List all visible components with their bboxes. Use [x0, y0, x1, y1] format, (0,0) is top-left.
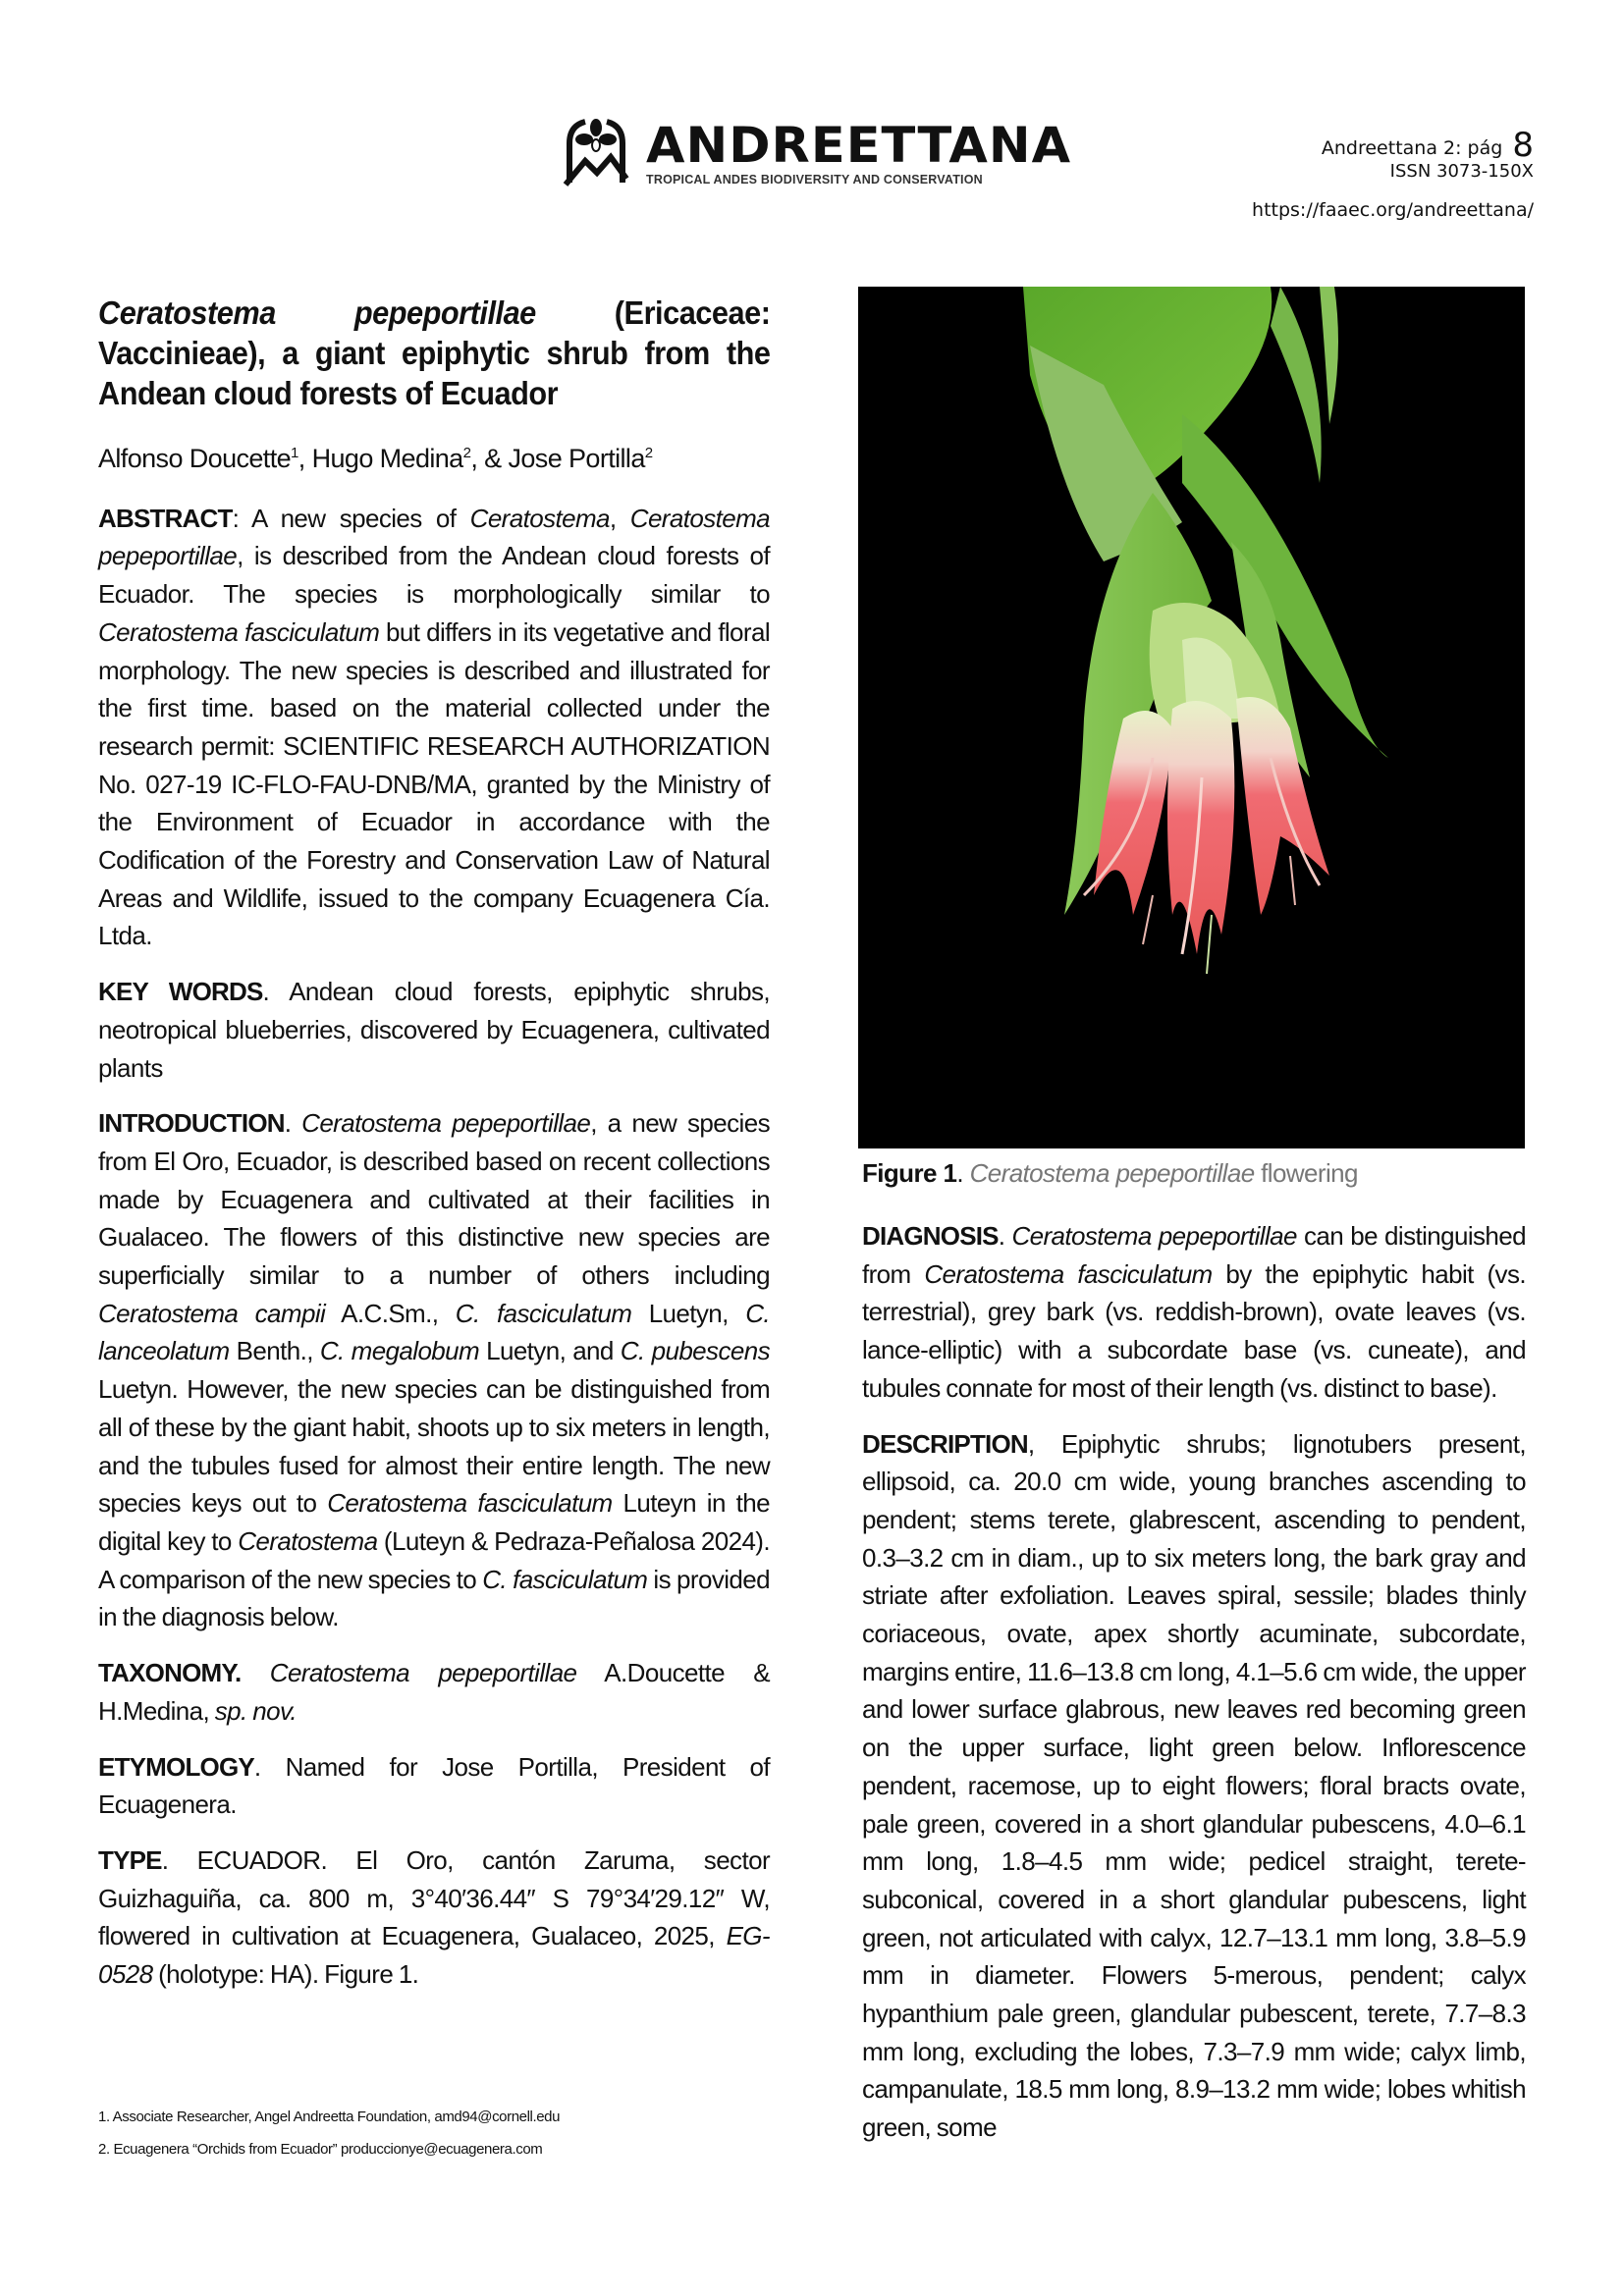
abstract-label: ABSTRACT: [98, 503, 233, 533]
footnote-1: 1. Associate Researcher, Angel Andreetta Foundation, amd94@cornell.edu: [98, 2109, 561, 2125]
journal-logo: [556, 114, 1076, 192]
italic-term: Ceratostema pepeportillae: [269, 1658, 577, 1688]
text-run: Luetyn, and: [479, 1336, 621, 1366]
text-run: , Epiphytic shrubs; lignotubers present, ellipsoid, ca. 20.0 cm wide, young branches ascending to pendent; stems terete, glabrescent, ascending to pendent, 0.3–3.2 cm in diam., up to six meters long, the bark gray and striate after exfoliation. Leaves spiral, sessile; blades thinly coriaceous, ovate, apex shortly acuminate, subcordate, margins entire, 11.6–13.8 cm long, 4.1–5.6 cm wide, the upper and lower surface glabrous, new leaves red becoming green on the upper surface, light green below. Inflorescence pendent, racemose, up to eight flowers; floral bracts ovate, pale green, covered in a short glandular pubescens, 4.0–6.1 mm long, 1.8–4.5 mm wide; pedicel straight, terete-subconical, covered in a short glandular pubescens, light green, not articulated with calyx, 12.7–13.1 mm long, 3.8–5.9 mm in diameter. Flowers 5-merous, pendent; calyx hypanthium pale green, glandular pubescent, terete, 7.7–8.3 mm long, excluding the lobes, 7.3–7.9 mm wide; calyx limb, campanulate, 18.5 mm long, 8.9–13.2 mm wide; lobes whitish green, some: [862, 1428, 1526, 2143]
logo-name: ANDREETTANA: [646, 117, 1072, 174]
type-specimen: [98, 1842, 770, 1994]
text-run: . ECUADOR. El Oro, cantón Zaruma, sector Guizhaguiña, ca. 800 m, 3°40′36.44″ S 79°34′29.12″ W, flowered in cultivation at Ecuagenera, Gualaceo, 2025,: [98, 1844, 770, 1951]
author-name: Hugo Medina: [311, 444, 463, 473]
abstract: [98, 500, 770, 955]
text-run: ,: [609, 503, 630, 533]
italic-term: Ceratostema fasciculatum: [98, 616, 380, 647]
page-number: 8: [1512, 126, 1534, 165]
italic-term: C. lanceolatum: [98, 1298, 771, 1366]
text-run: , is described from the Andean cloud forests of Ecuador. The species is morphologically similar to: [98, 541, 770, 610]
title-species: Ceratostema pepeportillae: [98, 294, 536, 331]
text-run: Luetyn,: [631, 1298, 746, 1328]
text-run: Luetyn. However, the new species can be distinguished from all of these by the giant habit, shoots up to six meters in length, and the tubules fused for almost their entire length. The new species keys out to: [98, 1374, 770, 1519]
italic-term: Ceratostema: [238, 1525, 378, 1556]
author-name: Alfonso Doucette: [98, 444, 292, 473]
taxonomy-label: TAXONOMY.: [98, 1658, 242, 1688]
italic-term: Ceratostema pepeportillae: [301, 1108, 591, 1139]
figure-1-photo: [858, 287, 1525, 1148]
text-run: Luteyn in the digital key to: [98, 1488, 771, 1556]
footnote-2: 2. Ecuagenera “Orchids from Ecuador” produccionye@ecuagenera.com: [98, 2141, 543, 2158]
text-run: [241, 1658, 269, 1687]
italic-term: sp. nov.: [214, 1695, 298, 1726]
flower-photo-illustration: [858, 287, 1525, 1148]
etymology-label: ETYMOLOGY: [98, 1751, 254, 1782]
orchid-mountain-logo-icon: [556, 114, 636, 192]
diagnosis-label: DIAGNOSIS: [862, 1221, 999, 1251]
paragraph-text: [98, 504, 770, 951]
figure-caption-rest: flowering: [1254, 1158, 1358, 1188]
taxonomy: [98, 1654, 770, 1730]
text-run: but differs in its vegetative and floral morphology. The new species is described and illustrated for the first time. based on the material collected under the research permit: SCIENTIFIC RESEARCH AUTHORIZATION No. 027-19 IC-FLO-FAU-DNB/MA, granted by the Ministry of the Environment of Ecuador in accordance with the Codification of the Forestry and Conservation Law of Natural Areas and Wildlife, issued to the company Ecuagenera Cía. Ltda.: [98, 616, 770, 951]
figure-1-caption: [862, 1158, 1358, 1189]
text-run: (Luteyn & Pedraza-Peñalosa 2024). A comparison of the new species to: [98, 1525, 770, 1594]
italic-term: Ceratostema campii: [98, 1298, 326, 1328]
title-rest: (Ericaceae: Vaccinieae), a giant epiphytic shrub from the Andean cloud forests of Ecuador: [98, 294, 771, 411]
text-run: A.C.Sm.,: [325, 1298, 456, 1328]
journal-volume: Andreettana 2: pág: [1321, 137, 1503, 159]
keywords: [98, 973, 770, 1087]
figure-caption-sep: .: [956, 1158, 970, 1188]
italic-term: Ceratostema pepeportillae: [98, 503, 771, 571]
text-run: : A new species of: [232, 503, 470, 533]
text-run: .: [998, 1221, 1012, 1251]
text-run: , a new species from El Oro, Ecuador, is described based on recent collections made by Ecuagenera and cultivated at their facilities in Gualaceo. The flowers of this distinctive new species are superficially similar to a number of others including: [98, 1108, 770, 1291]
footnotes: [98, 2109, 560, 2173]
text-run: .: [284, 1108, 302, 1139]
figure-label: Figure 1: [862, 1158, 957, 1188]
italic-term: C. fasciculatum: [455, 1298, 632, 1328]
italic-term: EG-0528: [98, 1921, 770, 1990]
description: [862, 1425, 1526, 2147]
text-run: can be distinguished from: [862, 1221, 1526, 1289]
description-label: DESCRIPTION: [862, 1428, 1028, 1459]
text-run: A.Doucette & H.Medina,: [98, 1658, 770, 1726]
paragraph-text: [98, 1845, 770, 1989]
figure-caption-species: Ceratostema pepeportillae: [969, 1158, 1255, 1188]
logo-tagline: TROPICAL ANDES BIODIVERSITY AND CONSERVATION: [646, 173, 983, 187]
text-run: . Andean cloud forests, epiphytic shrubs, neotropical blueberries, discovered by Ecuagenera, cultivated plants: [98, 977, 770, 1083]
italic-term: Ceratostema pepeportillae: [1011, 1221, 1297, 1251]
paragraph-text: [98, 1108, 770, 1631]
diagnosis: [862, 1217, 1526, 1408]
journal-url[interactable]: https://faaec.org/andreettana/: [1252, 199, 1534, 221]
keywords-label: KEY WORDS: [98, 977, 263, 1007]
etymology: [98, 1748, 770, 1824]
article-title: [98, 293, 770, 413]
italic-term: Ceratostema: [469, 503, 610, 533]
journal-citation: [1252, 126, 1534, 165]
paragraph-text: [862, 1429, 1526, 2143]
type-label: TYPE: [98, 1844, 162, 1875]
italic-term: C. fasciculatum: [482, 1564, 648, 1594]
author-name: Jose Portilla: [508, 444, 645, 473]
author-affiliation-marker: 1: [291, 445, 298, 461]
author-separator: ,: [298, 444, 312, 473]
issn: ISSN 3073-150X: [1389, 161, 1534, 182]
author-separator: , &: [470, 444, 509, 473]
italic-term: Ceratostema fasciculatum: [327, 1488, 613, 1519]
text-run: . Named for Jose Portilla, President of Ecuagenera.: [98, 1751, 770, 1820]
text-run: by the epiphytic habit (vs. terrestrial), grey bark (vs. reddish-brown), ovate leaves (vs. lance-elliptic) with a subcordate base (vs. cuneate), and tubules connate for most of their length (vs. distinct to base).: [862, 1258, 1526, 1403]
right-column: [862, 1217, 1526, 2164]
author-affiliation-marker: 2: [462, 445, 471, 461]
italic-term: Ceratostema fasciculatum: [924, 1258, 1213, 1289]
left-column: [98, 285, 770, 2011]
italic-term: C. megalobum: [319, 1336, 480, 1366]
italic-term: C. pubescens: [620, 1336, 770, 1366]
introduction: [98, 1104, 770, 1636]
journal-meta: [1252, 126, 1534, 221]
text-run: is provided in the diagnosis below.: [98, 1564, 770, 1632]
introduction-label: INTRODUCTION: [98, 1108, 285, 1139]
author-list: [98, 435, 770, 478]
author-affiliation-marker: 2: [644, 445, 653, 461]
text-run: Benth.,: [229, 1336, 320, 1366]
text-run: (holotype: HA). Figure 1.: [152, 1959, 419, 1990]
